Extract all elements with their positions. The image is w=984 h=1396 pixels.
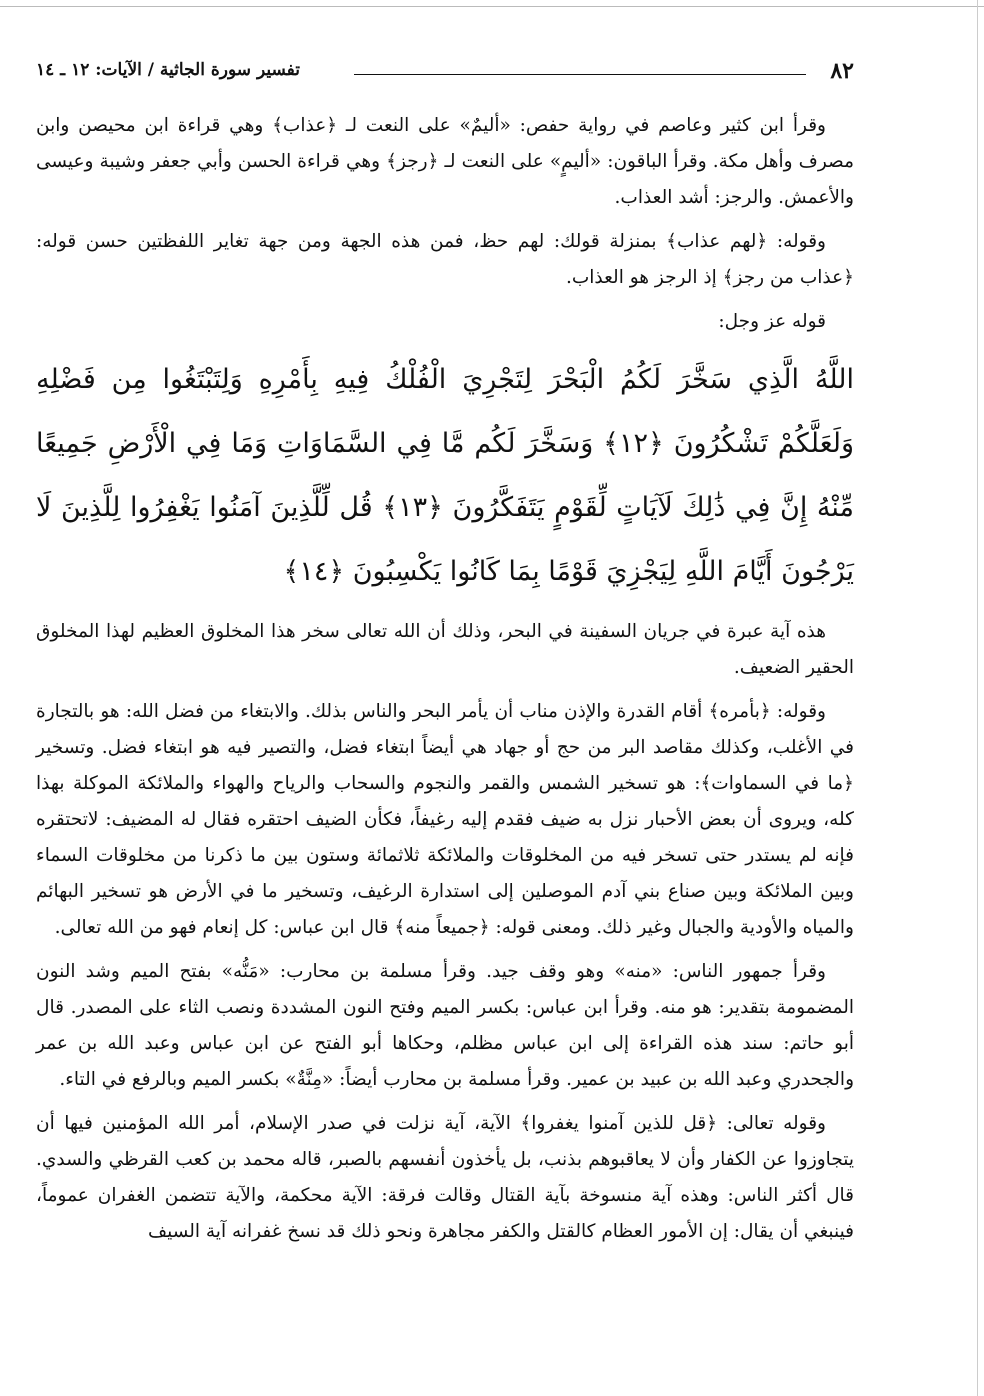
paragraph-qiraat: وقرأ ابن كثير وعاصم في رواية حفص: «أليمٌ» على النعت لـ ﴿عذاب﴾ وهي قراءة ابن محيصن وابن مصرف وأهل مكة. وقرأ الباقون: «أليمٍ» على النعت لـ ﴿رجز﴾ وهي قراءة الحسن وأبي جعفر وشيبة وعيسى والأعمش. والرجز: أشد العذاب. (36, 115, 854, 208)
quran-verse-block: اللَّهُ الَّذِي سَخَّرَ لَكُمُ الْبَحْرَ لِتَجْرِيَ الْفُلْكُ فِيهِ بِأَمْرِهِ وَلِتَبْتَغُوا مِن فَضْلِهِ وَلَعَلَّكُمْ تَشْكُرُونَ ﴿١٢﴾ وَسَخَّرَ لَكُم مَّا فِي السَّمَاوَاتِ وَمَا فِي الْأَرْضِ جَمِيعًا مِّنْهُ إِنَّ فِي ذَٰلِكَ لَآيَاتٍ لِّقَوْمٍ يَتَفَكَّرُونَ ﴿١٣﴾ قُل لِّلَّذِينَ آمَنُوا يَغْفِرُوا لِلَّذِينَ لَا يَرْجُونَ أَيَّامَ اللَّهِ لِيَجْزِيَ قَوْمًا بِمَا كَانُوا يَكْسِبُونَ ﴿١٤﴾ (36, 364, 854, 587)
page-number: ٨٢ (830, 58, 854, 84)
running-title: تفسير سورة الجاثية / الآيات: ١٢ ـ ١٤ (36, 60, 300, 80)
scan-top-edge (0, 6, 984, 7)
page-body (36, 108, 854, 1258)
paragraph-commentary-2: وقوله: ﴿بأمره﴾ أقام القدرة والإذن مناب أن يأمر البحر والناس بذلك. والابتغاء من فضل الله: هو بالتجارة في الأغلب، وكذلك مقاصد البر من حج أو جهاد هي أيضاً ابتغاء فضل، والتصير فيه هو ابتغاء فضل. وتسخير ﴿ما في السماوات﴾: هو تسخير الشمس والقمر والنجوم والسحاب والرياح والهواء والملائكة الموكلة بهذا كله، ويروى أن بعض الأحبار نزل به ضيف فقدم إليه رغيفاً، فكأن الضيف احتقره فقال له المضيف: لاتحتقره فإنه لم يستدر حتى تسخر فيه من المخلوقات والملائكة ثلاثمائة وستون بين ما ذكرنا من مخلوقات السماء وبين الملائكة وبين صناع بني آدم الموصلين إلى استدارة الرغيف، وتسخير ما في الأرض هو تسخير البهائم والمياه والأودية والجبال وغير ذلك. ومعنى قوله: ﴿جميعاً منه﴾ قال ابن عباس: كل إنعام فهو من الله تعالى. (36, 701, 854, 938)
header-rule (354, 74, 806, 75)
paragraph-lahum-adhab: وقوله: ﴿لهم عذاب﴾ بمنزلة قولك: لهم حظ، فمن هذه الجهة ومن جهة تغاير اللفظتين حسن قوله: ﴿عذاب من رجز﴾ إذ الرجز هو العذاب. (36, 231, 854, 288)
paragraph-verse-intro: قوله عز وجل: (718, 311, 826, 332)
page-header (36, 58, 854, 88)
scan-right-edge (977, 0, 978, 1396)
paragraph-commentary-3: وقرأ جمهور الناس: «منه» وهو وقف جيد. وقرأ مسلمة بن محارب: «مَنُّه» بفتح الميم وشد النون المضمومة بتقدير: هو منه. وقرأ ابن عباس: بكسر الميم وفتح النون المشددة ونصب الثاء على المصدر. قال أبو حاتم: سند هذه القراءة إلى ابن عباس مظلم، وحكاها أبو الفتح عن ابن عباس وعبد الله بن عمر والجحدري وعبد الله بن عبيد بن عمير. وقرأ مسلمة بن محارب أيضاً: «مِنَّةٌ» بكسر الميم وبالرفع في التاء. (36, 961, 854, 1090)
paragraph-commentary-4: وقوله تعالى: ﴿قل للذين آمنوا يغفروا﴾ الآية، آية نزلت في صدر الإسلام، أمر الله المؤمنين فيها أن يتجاوزوا عن الكفار وأن لا يعاقبوهم بذنب، بل يأخذون أنفسهم بالصبر، قاله محمد بن كعب القرظي والسدي. قال أكثر الناس: وهذه آية منسوخة بآية القتال وقالت فرقة: الآية محكمة، والآية تتضمن الغفران عموماً، فينبغي أن يقال: إن الأمور العظام كالقتل والكفر مجاهرة ونحو ذلك قد نسخ غفرانه آية السيف (36, 1113, 854, 1242)
paragraph-commentary-1: هذه آية عبرة في جريان السفينة في البحر، وذلك أن الله تعالى سخر هذا المخلوق العظيم لهذا المخلوق الحقير الضعيف. (36, 621, 854, 678)
